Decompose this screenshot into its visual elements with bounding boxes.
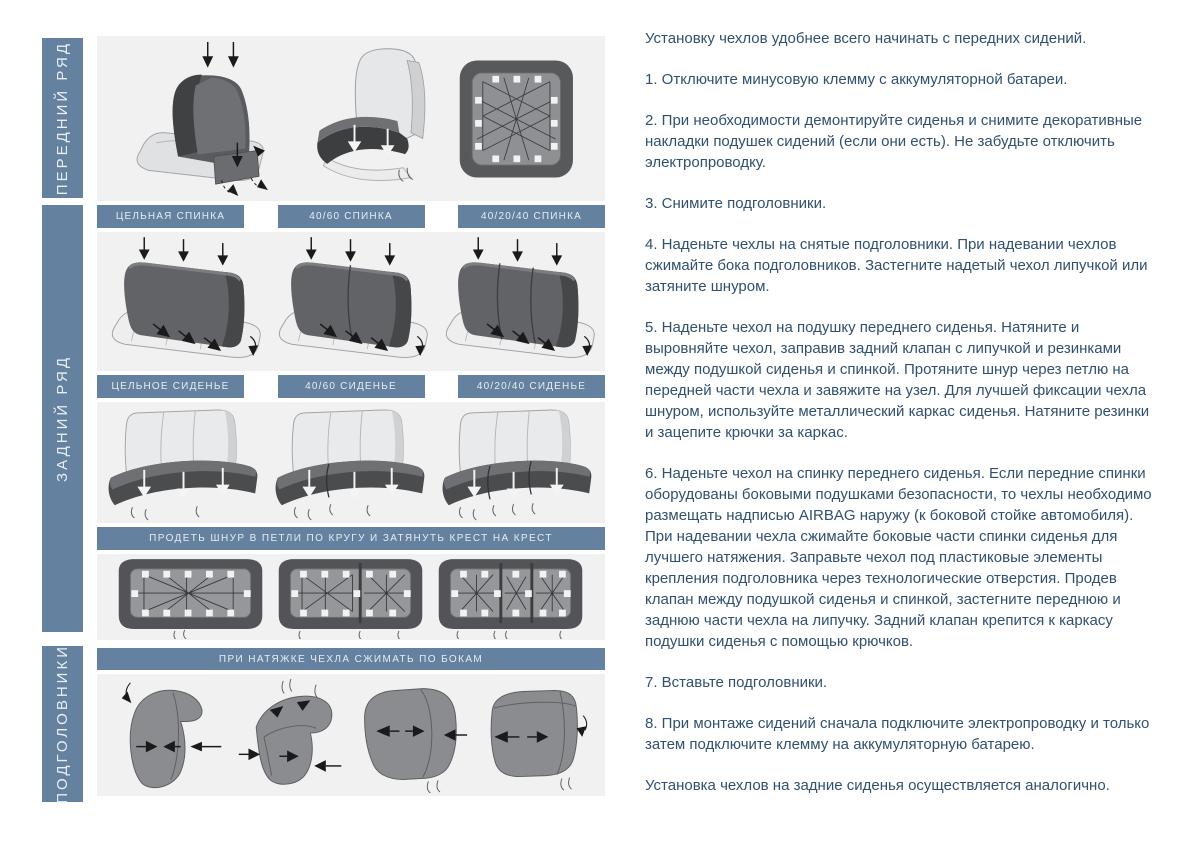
headrest-panel	[97, 674, 605, 796]
instructions-text	[645, 28, 1160, 816]
outro-paragraph: Установка чехлов на задние сиденья осуществляется аналогично.	[645, 777, 1110, 794]
step-6: 6. Наденьте чехол на спинку переднего сиденья. Если передние спинки оборудованы боковыми подушками безопасности, то чехлы необходимо размещать надписью AIRBAG наружу (к боковой стойке автомобиля). При надевании чехла сжимайте боковые части спинки сиденья для лучшего натяжения. Заправьте чехол под пластиковые элементы крепления подголовника через технологические отверстия. Продев клапан между подушкой сиденья и спинкой, застегните переднюю и заднюю части чехла на липучку. Задний клапан крепится к каркасу подушки сиденья с помощью крючков.	[645, 465, 1152, 650]
rear-backrest-panel	[97, 232, 605, 371]
step-7: 7. Вставьте подголовники.	[645, 674, 828, 691]
label-chip-seat-solid: ЦЕЛЬНОЕ СИДЕНЬЕ	[97, 375, 244, 398]
label-chip-back-solid: ЦЕЛЬНАЯ СПИНКА	[97, 205, 244, 228]
lace-bottom-40-20-40-diagram	[431, 555, 591, 639]
headrest-banner: ПРИ НАТЯЖКЕ ЧЕХЛА СЖИМАТЬ ПО БОКАМ	[97, 648, 605, 670]
front-row-panel	[97, 36, 605, 201]
lace-bottom-40-60-diagram	[271, 555, 431, 639]
rear-seat-solid-diagram	[103, 405, 265, 521]
section-bar-headrests	[42, 646, 83, 802]
label-chip-seat-40-60: 40/60 СИДЕНЬЕ	[278, 375, 425, 398]
lace-banner: ПРОДЕТЬ ШНУР В ПЕТЛИ ПО КРУГУ И ЗАТЯНУТЬ КРЕСТ НА КРЕСТ	[97, 527, 605, 550]
headrest-cylinder-squeeze-diagram	[353, 676, 469, 794]
rear-seat-40-20-40-diagram	[437, 405, 599, 521]
rear-back-40-60-diagram	[270, 235, 432, 368]
rear-seat-40-60-diagram	[270, 405, 432, 521]
step-3: 3. Снимите подголовники.	[645, 195, 827, 212]
step-1: 1. Отключите минусовую клемму с аккумуляторной батареи.	[645, 71, 1068, 88]
label-chip-seat-40-20-40: 40/20/40 СИДЕНЬЕ	[458, 375, 605, 398]
rear-back-40-20-40-diagram	[437, 235, 599, 368]
front-row-label: ПЕРЕДНИЙ РЯД	[54, 40, 71, 196]
front-seat-bottom-lacing-diagram	[454, 55, 579, 183]
rear-seat-labels-row	[97, 375, 605, 398]
step-5: 5. Наденьте чехол на подушку переднего сиденья. Натяните и выровняйте чехол, заправив задний клапан с липучкой и резинками между подушкой сиденья и спинкой. Протяните шнур через петлю на передней части чехла и завяжите на узел. Для лучшей фиксации чехла шнуром, используйте металлический каркас сиденья. Натяните резинки и зацепите крючки за каркас.	[645, 319, 1150, 441]
front-backrest-cover-diagram	[123, 40, 298, 198]
rear-lacing-panel	[97, 554, 605, 640]
rear-cushion-panel	[97, 402, 605, 523]
step-2: 2. При необходимости демонтируйте сиденья и снимите декоративные накладки подушек сидений (если они есть). Не забудьте отключить электропроводку.	[645, 112, 1143, 171]
intro-paragraph: Установку чехлов удобнее всего начинать с передних сидений.	[645, 30, 1087, 47]
headrest-side-squeeze-diagram	[113, 676, 229, 794]
section-bar-front-row	[42, 38, 83, 198]
rear-back-solid-diagram	[103, 235, 265, 368]
headrest-fold-squeeze-diagram	[233, 676, 349, 794]
label-chip-back-40-60: 40/60 СПИНКА	[278, 205, 425, 228]
headrests-label: ПОДГОЛОВНИКИ	[54, 644, 71, 804]
rear-back-labels-row	[97, 205, 605, 228]
front-cushion-cover-diagram	[298, 40, 454, 198]
lace-bottom-solid-diagram	[111, 555, 271, 639]
step-8: 8. При монтаже сидений сначала подключите электропроводку и только затем подключите клемму на аккумуляторную батарею.	[645, 715, 1150, 753]
label-chip-back-40-20-40: 40/20/40 СПИНКА	[458, 205, 605, 228]
step-4: 4. Наденьте чехлы на снятые подголовники. При надевании чехлов сжимайте бока подголовников. Застегните надетый чехол липучкой или затяните шнуром.	[645, 236, 1148, 295]
headrest-front-squeeze-diagram	[473, 676, 589, 794]
section-bar-back-row	[42, 205, 83, 632]
back-row-label: ЗАДНИЙ РЯД	[54, 355, 71, 482]
